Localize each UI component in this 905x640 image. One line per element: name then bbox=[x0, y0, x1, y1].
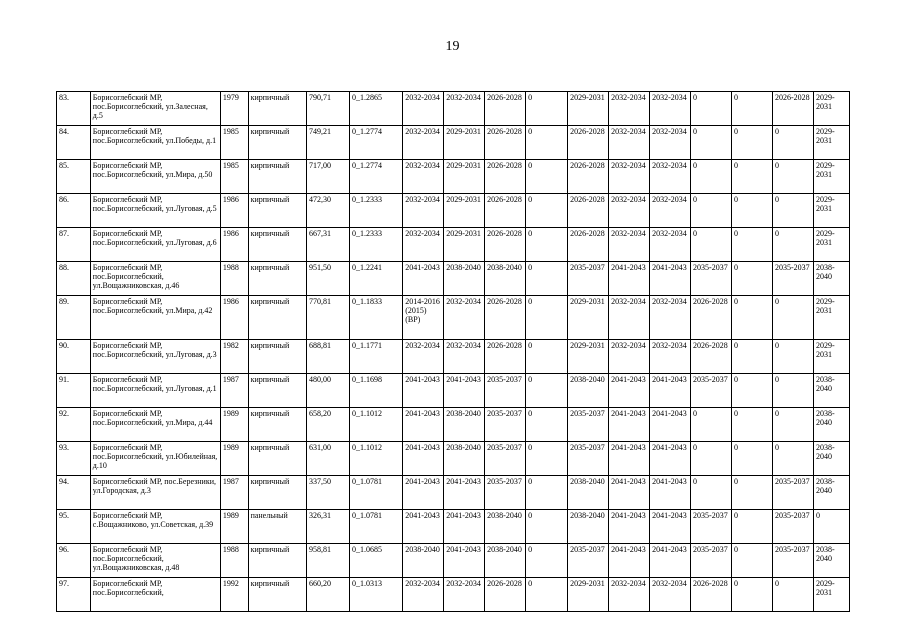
table-cell: 96. bbox=[57, 544, 91, 578]
table-cell: 2038-2040 bbox=[485, 510, 526, 544]
table-cell: 2014-2016 (2015) (ВР) bbox=[403, 296, 444, 340]
table-cell: 0_1.0781 bbox=[349, 510, 402, 544]
table-cell: 0 bbox=[772, 194, 813, 228]
table-cell: 2032-2034 bbox=[650, 340, 691, 374]
table-cell: 2032-2034 bbox=[650, 296, 691, 340]
table-cell: 2032-2034 bbox=[609, 194, 650, 228]
table-cell: 2026-2028 bbox=[485, 228, 526, 262]
table-cell: 0_1.2333 bbox=[349, 194, 402, 228]
table-cell: 2026-2028 bbox=[691, 296, 732, 340]
table-cell: 0 bbox=[732, 374, 773, 408]
table-cell: кирпичный bbox=[248, 194, 306, 228]
table-cell: 0 bbox=[691, 194, 732, 228]
table-cell: 0 bbox=[526, 262, 568, 296]
table-cell: 2032-2034 bbox=[403, 228, 444, 262]
table-cell: 93. bbox=[57, 442, 91, 476]
table-cell: 2032-2034 bbox=[444, 340, 485, 374]
table-cell: Борисоглебский МР, пос.Борисоглебский, ул.Луговая, д.1 bbox=[90, 374, 220, 408]
table-cell: 2041-2043 bbox=[609, 476, 650, 510]
table-cell: 2026-2028 bbox=[568, 194, 609, 228]
table-cell: 2038-2040 bbox=[568, 510, 609, 544]
table-cell: 0 bbox=[691, 160, 732, 194]
table-cell: 2038-2040 bbox=[485, 544, 526, 578]
table-cell: 0 bbox=[526, 374, 568, 408]
table-row bbox=[57, 228, 850, 262]
table-cell: 1985 bbox=[220, 160, 248, 194]
table-cell: кирпичный bbox=[248, 262, 306, 296]
table-cell: 2026-2028 bbox=[485, 578, 526, 612]
table-cell: 0 bbox=[732, 408, 773, 442]
table-cell: 2041-2043 bbox=[444, 510, 485, 544]
table-cell: Борисоглебский МР, пос.Березники, ул.Городская, д.3 bbox=[90, 476, 220, 510]
table-cell: 2041-2043 bbox=[609, 510, 650, 544]
table-cell: 2032-2034 bbox=[609, 296, 650, 340]
table-cell: 2035-2037 bbox=[568, 544, 609, 578]
table-row bbox=[57, 476, 850, 510]
table-cell: 0 bbox=[772, 578, 813, 612]
table-cell: 0 bbox=[526, 544, 568, 578]
table-cell: 2035-2037 bbox=[691, 374, 732, 408]
table-cell: 717,00 bbox=[306, 160, 349, 194]
table-cell: 2041-2043 bbox=[403, 408, 444, 442]
table-cell: 2038-2040 bbox=[813, 476, 849, 510]
table-cell: 2029-2031 bbox=[568, 578, 609, 612]
table-cell: 2041-2043 bbox=[403, 374, 444, 408]
table-cell: 2032-2034 bbox=[650, 126, 691, 160]
table-cell: 2026-2028 bbox=[568, 126, 609, 160]
table-cell: 2026-2028 bbox=[772, 92, 813, 126]
table-row bbox=[57, 262, 850, 296]
table-cell: кирпичный bbox=[248, 476, 306, 510]
table-cell: 2026-2028 bbox=[485, 126, 526, 160]
table-cell: кирпичный bbox=[248, 442, 306, 476]
table-cell: 2026-2028 bbox=[485, 340, 526, 374]
table-cell: 0 bbox=[772, 408, 813, 442]
table-cell: 0_1.2865 bbox=[349, 92, 402, 126]
table-cell: 2032-2034 bbox=[444, 296, 485, 340]
table-cell: 2041-2043 bbox=[650, 408, 691, 442]
table-cell: 2038-2040 bbox=[568, 374, 609, 408]
table-cell: 2038-2040 bbox=[444, 262, 485, 296]
table-cell: 2032-2034 bbox=[609, 340, 650, 374]
table-cell: 0 bbox=[526, 442, 568, 476]
table-cell: 0 bbox=[526, 510, 568, 544]
table-cell: 2038-2040 bbox=[813, 408, 849, 442]
table-cell: 0 bbox=[526, 228, 568, 262]
table-cell: 88. bbox=[57, 262, 91, 296]
table-cell: 0 bbox=[691, 476, 732, 510]
table-cell: кирпичный bbox=[248, 544, 306, 578]
table-cell: 0_1.2333 bbox=[349, 228, 402, 262]
table-cell: 2026-2028 bbox=[485, 92, 526, 126]
table-row bbox=[57, 340, 850, 374]
table-cell: 2032-2034 bbox=[403, 92, 444, 126]
table-cell: 87. bbox=[57, 228, 91, 262]
table-cell: 2032-2034 bbox=[403, 578, 444, 612]
table-cell: 89. bbox=[57, 296, 91, 340]
table-cell: 0 bbox=[732, 544, 773, 578]
table-cell: панельный bbox=[248, 510, 306, 544]
table-cell: 0 bbox=[813, 510, 849, 544]
table-cell: 1988 bbox=[220, 262, 248, 296]
table-cell: 2035-2037 bbox=[691, 544, 732, 578]
table-cell: 0 bbox=[732, 340, 773, 374]
table-cell: 2032-2034 bbox=[609, 160, 650, 194]
table-cell: 0 bbox=[732, 442, 773, 476]
table-cell: 0_1.1833 bbox=[349, 296, 402, 340]
table-cell: 2026-2028 bbox=[485, 160, 526, 194]
table-cell: 0 bbox=[732, 92, 773, 126]
table-row bbox=[57, 408, 850, 442]
table-cell: 0 bbox=[772, 228, 813, 262]
table-cell: 95. bbox=[57, 510, 91, 544]
table-cell: кирпичный bbox=[248, 374, 306, 408]
table-cell: 0_1.2774 bbox=[349, 126, 402, 160]
table-cell: 0 bbox=[526, 340, 568, 374]
table-cell: Борисоглебский МР, пос.Борисоглебский, ул.Залесная, д.5 bbox=[90, 92, 220, 126]
table-cell: 2026-2028 bbox=[485, 194, 526, 228]
table-cell: 1992 bbox=[220, 578, 248, 612]
table-row bbox=[57, 160, 850, 194]
table-cell: 2032-2034 bbox=[609, 578, 650, 612]
table-cell: 2026-2028 bbox=[568, 160, 609, 194]
table-cell: 667,31 bbox=[306, 228, 349, 262]
table-cell: 84. bbox=[57, 126, 91, 160]
table-cell: 0 bbox=[526, 126, 568, 160]
table-cell: 0 bbox=[526, 92, 568, 126]
table-cell: кирпичный bbox=[248, 228, 306, 262]
table-cell: 2041-2043 bbox=[444, 374, 485, 408]
table-cell: 94. bbox=[57, 476, 91, 510]
table-cell: 790,71 bbox=[306, 92, 349, 126]
table-cell: 83. bbox=[57, 92, 91, 126]
table-cell: 0 bbox=[526, 408, 568, 442]
table-cell: 0 bbox=[691, 126, 732, 160]
table-cell: 2029-2031 bbox=[568, 296, 609, 340]
table-cell: 2041-2043 bbox=[650, 262, 691, 296]
table-cell: кирпичный bbox=[248, 126, 306, 160]
table-cell: 1979 bbox=[220, 92, 248, 126]
table-cell: 2038-2040 bbox=[444, 408, 485, 442]
table-cell: 2029-2031 bbox=[444, 194, 485, 228]
table-cell: 1989 bbox=[220, 442, 248, 476]
table-cell: 2035-2037 bbox=[772, 262, 813, 296]
table-cell: 2029-2031 bbox=[813, 126, 849, 160]
table-cell: 2041-2043 bbox=[403, 442, 444, 476]
table-cell: 91. bbox=[57, 374, 91, 408]
table-cell: 2041-2043 bbox=[403, 476, 444, 510]
table-cell: 2041-2043 bbox=[444, 544, 485, 578]
table-body bbox=[57, 92, 850, 612]
table-cell: Борисоглебский МР, пос.Борисоглебский, ул.Луговая, д.3 bbox=[90, 340, 220, 374]
table-cell: 2026-2028 bbox=[691, 340, 732, 374]
table-row bbox=[57, 92, 850, 126]
table-cell: 2041-2043 bbox=[650, 442, 691, 476]
table-cell: 92. bbox=[57, 408, 91, 442]
table-cell: Борисоглебский МР, пос.Борисоглебский, ул.Вощажниковская, д.48 bbox=[90, 544, 220, 578]
table-row bbox=[57, 442, 850, 476]
table-cell: 2035-2037 bbox=[485, 408, 526, 442]
table-cell: 0_1.1012 bbox=[349, 442, 402, 476]
table-cell: 0_1.0781 bbox=[349, 476, 402, 510]
table-cell: 0 bbox=[732, 296, 773, 340]
table-cell: 2029-2031 bbox=[568, 340, 609, 374]
table-cell: 2029-2031 bbox=[813, 160, 849, 194]
table-cell: 1989 bbox=[220, 510, 248, 544]
table-cell: 2041-2043 bbox=[650, 476, 691, 510]
table-cell: 2032-2034 bbox=[403, 194, 444, 228]
table-cell: 2035-2037 bbox=[485, 442, 526, 476]
table-cell: кирпичный bbox=[248, 160, 306, 194]
table-cell: 2026-2028 bbox=[691, 578, 732, 612]
table-cell: 0 bbox=[732, 578, 773, 612]
table-row bbox=[57, 126, 850, 160]
table-cell: 951,50 bbox=[306, 262, 349, 296]
table-cell: 0 bbox=[772, 160, 813, 194]
table-cell: 2041-2043 bbox=[403, 262, 444, 296]
table-cell: 97. bbox=[57, 578, 91, 612]
schedule-table bbox=[56, 91, 850, 612]
table-cell: 2032-2034 bbox=[403, 126, 444, 160]
table-cell: 90. bbox=[57, 340, 91, 374]
table-cell: Борисоглебский МР, пос.Борисоглебский, bbox=[90, 578, 220, 612]
table-cell: 1985 bbox=[220, 126, 248, 160]
table-cell: 2032-2034 bbox=[609, 92, 650, 126]
table-cell: 86. bbox=[57, 194, 91, 228]
table-cell: 1988 bbox=[220, 544, 248, 578]
table-cell: 2029-2031 bbox=[813, 578, 849, 612]
table-cell: 2035-2037 bbox=[485, 374, 526, 408]
table-cell: 0 bbox=[732, 262, 773, 296]
table-cell: 2041-2043 bbox=[650, 544, 691, 578]
table-cell: 2029-2031 bbox=[444, 160, 485, 194]
table-cell: Борисоглебский МР, пос.Борисоглебский, ул.Юбилейная, д.10 bbox=[90, 442, 220, 476]
table-cell: 2035-2037 bbox=[568, 408, 609, 442]
table-cell: 2041-2043 bbox=[609, 442, 650, 476]
table-cell: кирпичный bbox=[248, 340, 306, 374]
table-cell: 958,81 bbox=[306, 544, 349, 578]
table-cell: 1989 bbox=[220, 408, 248, 442]
table-cell: 749,21 bbox=[306, 126, 349, 160]
table-cell: 2032-2034 bbox=[403, 340, 444, 374]
table-cell: 0 bbox=[691, 92, 732, 126]
table-cell: 0 bbox=[526, 194, 568, 228]
table-cell: 2032-2034 bbox=[650, 578, 691, 612]
table-cell: 2041-2043 bbox=[650, 510, 691, 544]
table-cell: 2041-2043 bbox=[609, 262, 650, 296]
table-cell: 2032-2034 bbox=[650, 160, 691, 194]
table-row bbox=[57, 194, 850, 228]
table-cell: 2032-2034 bbox=[650, 228, 691, 262]
table-row bbox=[57, 578, 850, 612]
table-cell: 0 bbox=[732, 228, 773, 262]
table-cell: 0 bbox=[526, 578, 568, 612]
table-cell: 2038-2040 bbox=[444, 442, 485, 476]
table-cell: Борисоглебский МР, пос.Борисоглебский, ул.Мира, д.42 bbox=[90, 296, 220, 340]
table-cell: 0 bbox=[772, 340, 813, 374]
table-cell: Борисоглебский МР, пос.Борисоглебский, ул.Победы, д.1 bbox=[90, 126, 220, 160]
table-cell: кирпичный bbox=[248, 296, 306, 340]
table-cell: 480,00 bbox=[306, 374, 349, 408]
table-cell: кирпичный bbox=[248, 408, 306, 442]
table-cell: 2035-2037 bbox=[772, 476, 813, 510]
table-cell: Борисоглебский МР, пос.Борисоглебский, ул.Вощажниковская, д.46 bbox=[90, 262, 220, 296]
table-cell: Борисоглебский МР, пос.Борисоглебский, ул.Мира, д.50 bbox=[90, 160, 220, 194]
table-cell: 770,81 bbox=[306, 296, 349, 340]
table-cell: 0 bbox=[526, 476, 568, 510]
page-number: 19 bbox=[445, 39, 460, 54]
table-cell: 2026-2028 bbox=[485, 296, 526, 340]
table-cell: Борисоглебский МР, с.Вощажниково, ул.Советская, д.39 bbox=[90, 510, 220, 544]
table-cell: 2029-2031 bbox=[568, 92, 609, 126]
table-cell: 2029-2031 bbox=[813, 92, 849, 126]
table-cell: 2029-2031 bbox=[813, 228, 849, 262]
table-cell: кирпичный bbox=[248, 92, 306, 126]
table-cell: 2038-2040 bbox=[813, 262, 849, 296]
table-cell: 0 bbox=[691, 408, 732, 442]
table-cell: 337,50 bbox=[306, 476, 349, 510]
table-cell: 2035-2037 bbox=[568, 262, 609, 296]
table-cell: 2035-2037 bbox=[772, 544, 813, 578]
table-cell: 1986 bbox=[220, 228, 248, 262]
table-cell: 0 bbox=[772, 442, 813, 476]
table-cell: Борисоглебский МР, пос.Борисоглебский, ул.Мира, д.44 bbox=[90, 408, 220, 442]
table-cell: 0 bbox=[772, 126, 813, 160]
table-cell: Борисоглебский МР, пос.Борисоглебский, ул.Луговая, д.5 bbox=[90, 194, 220, 228]
table-cell: 0 bbox=[772, 296, 813, 340]
table-cell: 1982 bbox=[220, 340, 248, 374]
table-cell: 0_1.2241 bbox=[349, 262, 402, 296]
table-cell: 2032-2034 bbox=[609, 126, 650, 160]
table-cell: 326,31 bbox=[306, 510, 349, 544]
table-cell: 2038-2040 bbox=[485, 262, 526, 296]
table-cell: 1986 bbox=[220, 194, 248, 228]
table-cell: 85. bbox=[57, 160, 91, 194]
table-cell: 2029-2031 bbox=[444, 228, 485, 262]
table-cell: 2032-2034 bbox=[650, 194, 691, 228]
table-cell: 1986 bbox=[220, 296, 248, 340]
table-cell: кирпичный bbox=[248, 578, 306, 612]
table-cell: 2038-2040 bbox=[813, 442, 849, 476]
table-cell: 2032-2034 bbox=[650, 92, 691, 126]
table-cell: 0 bbox=[732, 510, 773, 544]
table-cell: 0_1.1771 bbox=[349, 340, 402, 374]
table-cell: Борисоглебский МР, пос.Борисоглебский, ул.Луговая, д.6 bbox=[90, 228, 220, 262]
table-cell: 0 bbox=[526, 160, 568, 194]
table-row bbox=[57, 374, 850, 408]
table-cell: 1987 bbox=[220, 374, 248, 408]
table-cell: 2032-2034 bbox=[444, 578, 485, 612]
table-cell: 0_1.0313 bbox=[349, 578, 402, 612]
table-row bbox=[57, 510, 850, 544]
table-cell: 0 bbox=[732, 476, 773, 510]
table-cell: 0_1.1698 bbox=[349, 374, 402, 408]
table-cell: 2035-2037 bbox=[485, 476, 526, 510]
table-cell: 658,20 bbox=[306, 408, 349, 442]
table-cell: 2029-2031 bbox=[813, 296, 849, 340]
table-cell: 2029-2031 bbox=[813, 194, 849, 228]
table-row bbox=[57, 296, 850, 340]
table-cell: 2026-2028 bbox=[568, 228, 609, 262]
table-cell: 2041-2043 bbox=[403, 510, 444, 544]
table-cell: 2041-2043 bbox=[609, 374, 650, 408]
table-cell: 2029-2031 bbox=[813, 340, 849, 374]
table-cell: 2041-2043 bbox=[444, 476, 485, 510]
table-cell: 0_1.1012 bbox=[349, 408, 402, 442]
table-cell: 2032-2034 bbox=[403, 160, 444, 194]
table-cell: 2038-2040 bbox=[403, 544, 444, 578]
table-cell: 2029-2031 bbox=[444, 126, 485, 160]
table-cell: 2038-2040 bbox=[813, 374, 849, 408]
table-cell: 0 bbox=[772, 374, 813, 408]
table-cell: 0 bbox=[732, 160, 773, 194]
table-cell: 472,30 bbox=[306, 194, 349, 228]
table-cell: 2035-2037 bbox=[691, 510, 732, 544]
table-cell: 2032-2034 bbox=[609, 228, 650, 262]
table-cell: 1987 bbox=[220, 476, 248, 510]
table-cell: 688,81 bbox=[306, 340, 349, 374]
table-cell: 2038-2040 bbox=[568, 476, 609, 510]
table-cell: 660,20 bbox=[306, 578, 349, 612]
table-cell: 631,00 bbox=[306, 442, 349, 476]
table-cell: 2038-2040 bbox=[813, 544, 849, 578]
table-cell: 0_1.0685 bbox=[349, 544, 402, 578]
table-row bbox=[57, 544, 850, 578]
table-cell: 2041-2043 bbox=[609, 408, 650, 442]
table-cell: 0_1.2774 bbox=[349, 160, 402, 194]
table-cell: 0 bbox=[732, 194, 773, 228]
table-cell: 2035-2037 bbox=[691, 262, 732, 296]
table-cell: 2035-2037 bbox=[772, 510, 813, 544]
table-cell: 2035-2037 bbox=[568, 442, 609, 476]
table-cell: 0 bbox=[691, 228, 732, 262]
table-cell: 2032-2034 bbox=[444, 92, 485, 126]
table-cell: 2041-2043 bbox=[650, 374, 691, 408]
table-cell: 0 bbox=[732, 126, 773, 160]
table-cell: 0 bbox=[691, 442, 732, 476]
table-cell: 2041-2043 bbox=[609, 544, 650, 578]
table-cell: 0 bbox=[526, 296, 568, 340]
